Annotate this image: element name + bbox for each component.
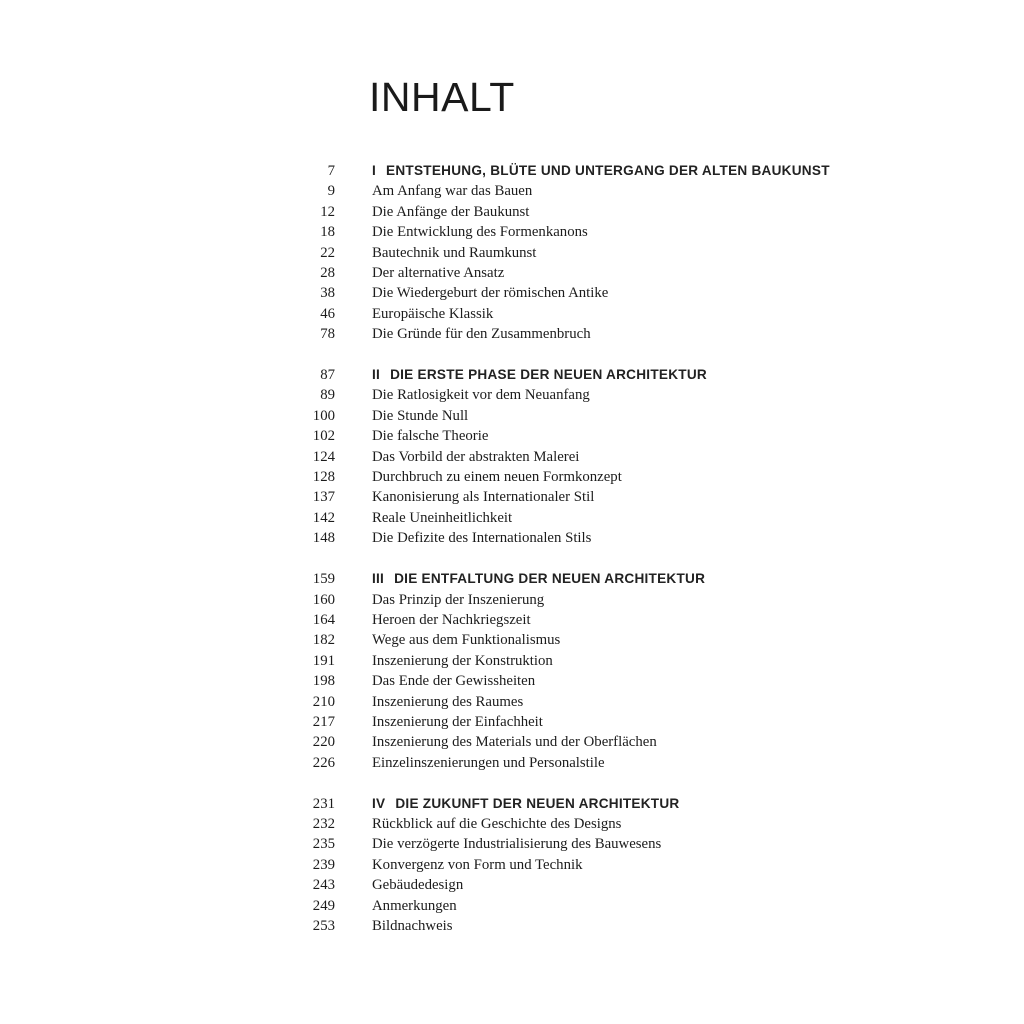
toc-section-label: DIE ERSTE PHASE DER NEUEN ARCHITEKTUR <box>390 367 707 383</box>
toc-entry-title: Inszenierung der Einfachheit <box>372 713 543 730</box>
toc-entry-title: Rückblick auf die Geschichte des Designs <box>372 815 622 832</box>
toc-entry-page-number: 89 <box>320 387 335 404</box>
toc-section <box>271 794 891 937</box>
toc-entry-page-number: 78 <box>320 326 335 343</box>
toc-entry-page-number: 210 <box>312 693 335 710</box>
toc-entry-page-number: 239 <box>312 856 335 873</box>
toc-entry-page-number: 22 <box>320 244 335 261</box>
toc-section-header-row <box>271 794 891 814</box>
toc-entry-title: Wege aus dem Funktionalismus <box>372 632 561 649</box>
toc-entry-page-number: 198 <box>312 673 335 690</box>
toc-entry-page-number: 232 <box>312 815 335 832</box>
toc-entry-title: Inszenierung des Raumes <box>372 693 524 710</box>
toc-section-header-row <box>271 365 891 385</box>
toc-entry-row <box>271 610 891 630</box>
toc-entry-page-number: 142 <box>312 509 335 526</box>
toc-entry-title: Das Ende der Gewissheiten <box>372 673 536 690</box>
toc-entry-page-number: 100 <box>312 407 335 424</box>
toc-entry-page-number: 38 <box>320 285 335 302</box>
toc-entry-row <box>271 426 891 446</box>
toc-entry-title: Bildnachweis <box>372 917 453 934</box>
toc-section-title <box>372 365 707 385</box>
page-title: INHALT <box>369 74 515 120</box>
toc-entry-title: Europäische Klassik <box>372 305 494 322</box>
toc-entry-row <box>271 753 891 773</box>
toc-entry-title: Reale Uneinheitlichkeit <box>372 509 513 526</box>
toc-entry-title: Die verzögerte Industrialisierung des Bauwesens <box>372 836 662 853</box>
toc-entry-page-number: 28 <box>320 265 335 282</box>
toc-entry-row <box>271 671 891 691</box>
toc-entry-title: Die Stunde Null <box>372 407 469 424</box>
toc-section-roman-numeral: III <box>372 571 385 587</box>
toc-entry-page-number: 164 <box>312 611 335 628</box>
toc-section <box>271 365 891 549</box>
toc-entry-title: Die Defizite des Internationalen Stils <box>372 530 592 547</box>
toc-entry-page-number: 160 <box>312 591 335 608</box>
toc-entry-page-number: 235 <box>312 836 335 853</box>
toc-section-roman-numeral: II <box>372 367 381 383</box>
toc-entry-row <box>271 590 891 610</box>
toc-section-roman-numeral: IV <box>372 795 386 811</box>
toc-entry-page-number: 148 <box>312 530 335 547</box>
toc-entry-page-number: 191 <box>312 652 335 669</box>
toc-entry-row <box>271 528 891 548</box>
toc-entry-title: Die Wiedergeburt der römischen Antike <box>372 285 609 302</box>
toc-entry-page-number: 249 <box>312 897 335 914</box>
toc-entry-row <box>271 324 891 344</box>
toc-section <box>271 569 891 773</box>
toc-entry-title: Am Anfang war das Bauen <box>372 183 533 200</box>
toc-entry-page-number: 243 <box>312 877 335 894</box>
toc-entry-title: Gebäudedesign <box>372 877 464 894</box>
toc-section-label: DIE ENTFALTUNG DER NEUEN ARCHITEKTUR <box>394 571 706 587</box>
toc-entry-row <box>271 243 891 263</box>
toc-entry-row <box>271 406 891 426</box>
toc-entry-row <box>271 692 891 712</box>
toc-entry-row <box>271 181 891 201</box>
toc-section-header-row <box>271 569 891 589</box>
toc-section <box>271 161 891 345</box>
toc-entry-title: Die Gründe für den Zusammenbruch <box>372 326 591 343</box>
toc-entry-row <box>271 814 891 834</box>
toc-section-label: DIE ZUKUNFT DER NEUEN ARCHITEKTUR <box>395 795 680 811</box>
toc-entry-page-number: 18 <box>320 224 335 241</box>
toc-entry-title: Inszenierung der Konstruktion <box>372 652 553 669</box>
toc-entry-title: Durchbruch zu einem neuen Formkonzept <box>372 469 622 486</box>
toc-entry-title: Anmerkungen <box>372 897 457 914</box>
toc-entry-title: Konvergenz von Form und Technik <box>372 856 583 873</box>
toc-entry-title: Die Anfänge der Baukunst <box>372 203 530 220</box>
toc-entry-title: Der alternative Ansatz <box>372 265 505 282</box>
toc-section-title <box>372 569 705 589</box>
toc-entry-title: Inszenierung des Materials und der Oberflächen <box>372 734 657 751</box>
toc-section-page-number: 87 <box>320 367 335 384</box>
toc-entry-title: Die falsche Theorie <box>372 428 489 445</box>
toc-entry-row <box>271 283 891 303</box>
toc-entry-row <box>271 263 891 283</box>
toc-entry-page-number: 253 <box>312 917 335 934</box>
table-of-contents <box>271 161 891 936</box>
toc-entry-page-number: 182 <box>312 632 335 649</box>
toc-entry-title: Die Entwicklung des Formenkanons <box>372 224 588 241</box>
toc-entry-row <box>271 447 891 467</box>
toc-entry-page-number: 46 <box>320 305 335 322</box>
toc-entry-page-number: 9 <box>327 183 335 200</box>
toc-entry-title: Kanonisierung als Internationaler Stil <box>372 489 595 506</box>
toc-entry-row <box>271 487 891 507</box>
toc-entry-page-number: 102 <box>312 428 335 445</box>
toc-entry-page-number: 128 <box>312 469 335 486</box>
toc-entry-row <box>271 508 891 528</box>
toc-entry-title: Das Prinzip der Inszenierung <box>372 591 545 608</box>
toc-entry-page-number: 12 <box>320 203 335 220</box>
toc-entry-row <box>271 630 891 650</box>
toc-section-label: ENTSTEHUNG, BLÜTE UND UNTERGANG DER ALTEN BAUKUNST <box>386 163 830 178</box>
toc-entry-page-number: 220 <box>312 734 335 751</box>
toc-entry-title: Einzelinszenierungen und Personalstile <box>372 754 605 771</box>
toc-entry-row <box>271 834 891 854</box>
toc-entry-row <box>271 467 891 487</box>
toc-entry-row <box>271 896 891 916</box>
toc-entry-row <box>271 304 891 324</box>
toc-entry-page-number: 226 <box>312 754 335 771</box>
toc-entry-row <box>271 202 891 222</box>
toc-section-page-number: 7 <box>327 163 335 179</box>
toc-section-page-number: 159 <box>312 571 335 588</box>
toc-entry-row <box>271 855 891 875</box>
toc-section-roman-numeral: I <box>372 163 377 178</box>
toc-entry-row <box>271 875 891 895</box>
toc-entry-page-number: 124 <box>312 448 335 465</box>
toc-entry-row <box>271 651 891 671</box>
toc-entry-title: Die Ratlosigkeit vor dem Neuanfang <box>372 387 590 404</box>
toc-entry-row <box>271 222 891 242</box>
toc-section-title <box>372 794 680 814</box>
toc-entry-row <box>271 732 891 752</box>
toc-entry-title: Das Vorbild der abstrakten Malerei <box>372 448 580 465</box>
toc-section-page-number: 231 <box>312 795 335 812</box>
toc-entry-title: Bautechnik und Raumkunst <box>372 244 537 261</box>
toc-section-title <box>372 161 830 181</box>
toc-entry-page-number: 137 <box>312 489 335 506</box>
toc-entry-page-number: 217 <box>312 713 335 730</box>
toc-section-header-row <box>271 161 891 181</box>
toc-entry-row <box>271 712 891 732</box>
toc-entry-row <box>271 385 891 405</box>
toc-entry-row <box>271 916 891 936</box>
toc-entry-title: Heroen der Nachkriegszeit <box>372 611 531 628</box>
